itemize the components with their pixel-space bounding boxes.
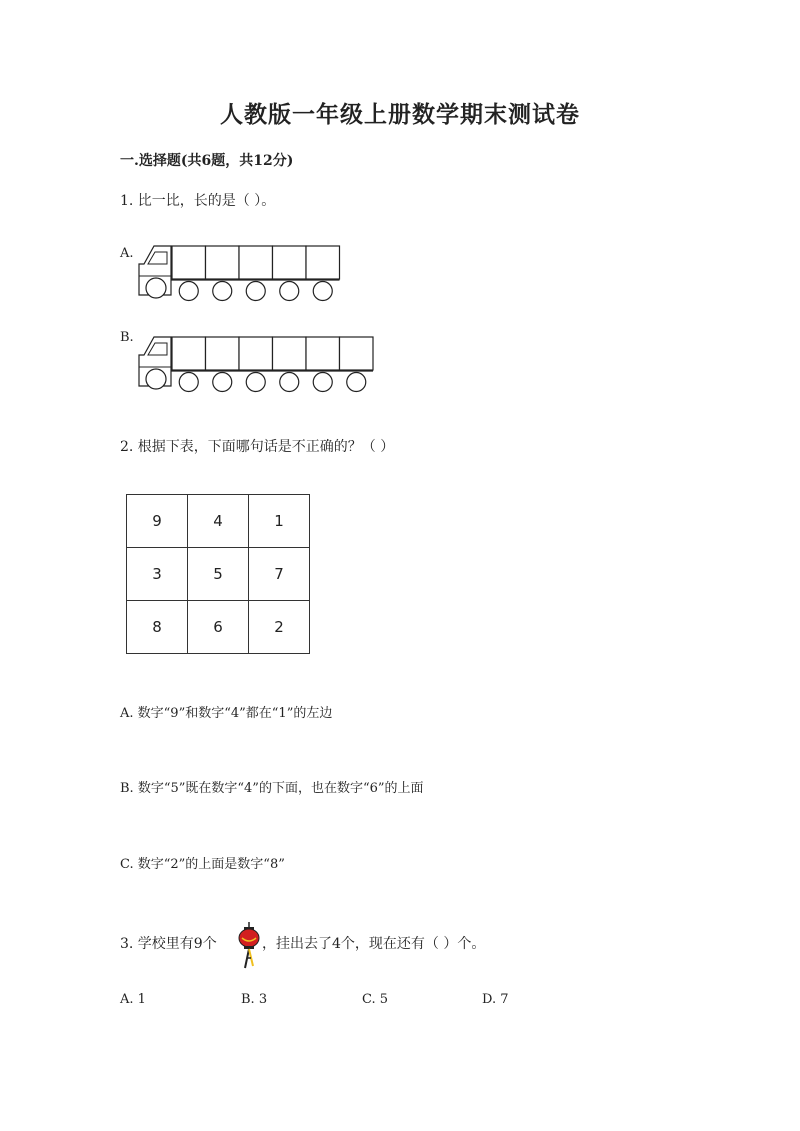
cargo-wheel [213, 373, 232, 392]
grid-cell: 4 [188, 495, 249, 548]
grid-cell: 6 [188, 601, 249, 654]
q1-option-a-label: A. [120, 246, 134, 261]
question-3-text-after: ，挂出去了4个，现在还有（ ）个。 [262, 936, 486, 952]
cargo-wheel [280, 373, 299, 392]
q2-option-c: C. 数字“2”的上面是数字“8” [120, 857, 285, 872]
grid-row [127, 548, 310, 601]
grid-cell: 1 [249, 495, 310, 548]
q1-option-b-label: B. [120, 330, 134, 345]
grid-cell: 8 [127, 601, 188, 654]
grid-cell: 9 [127, 495, 188, 548]
question-2-text: 2. 根据下表，下面哪句话是不正确的？（ ） [120, 439, 395, 455]
lantern-icon [236, 922, 262, 970]
cargo-box [306, 337, 340, 370]
grid-row [127, 601, 310, 654]
number-grid [126, 494, 310, 654]
question-3-text-before: 3. 学校里有9个 [120, 936, 217, 952]
grid-cell: 5 [188, 548, 249, 601]
grid-cell: 2 [249, 601, 310, 654]
cargo-wheel [313, 373, 332, 392]
cargo-box [273, 337, 307, 370]
grid-cell: 3 [127, 548, 188, 601]
q3-option-c: C. 5 [362, 992, 389, 1007]
cargo-box [206, 337, 240, 370]
cargo-wheel [179, 373, 198, 392]
cargo-box [239, 337, 273, 370]
section-heading: 一.选择题(共6题，共12分) [120, 153, 294, 169]
q3-option-b: B. 3 [241, 992, 268, 1007]
q2-option-a: A. 数字“9”和数字“4”都在“1”的左边 [120, 706, 333, 721]
cargo-wheel [347, 373, 366, 392]
cargo-box [340, 337, 374, 370]
grid-cell: 7 [249, 548, 310, 601]
q2-option-b: B. 数字“5”既在数字“4”的下面，也在数字“6”的上面 [120, 781, 424, 796]
truck-front-wheel [146, 369, 166, 389]
cargo-box [172, 337, 206, 370]
question-1-text: 1. 比一比，长的是（ ）。 [120, 193, 276, 209]
q3-option-d: D. 7 [482, 992, 509, 1007]
cargo-wheel [246, 373, 265, 392]
grid-row [127, 495, 310, 548]
q3-option-a: A. 1 [120, 992, 146, 1007]
page-title: 人教版一年级上册数学期末测试卷 [220, 101, 580, 128]
